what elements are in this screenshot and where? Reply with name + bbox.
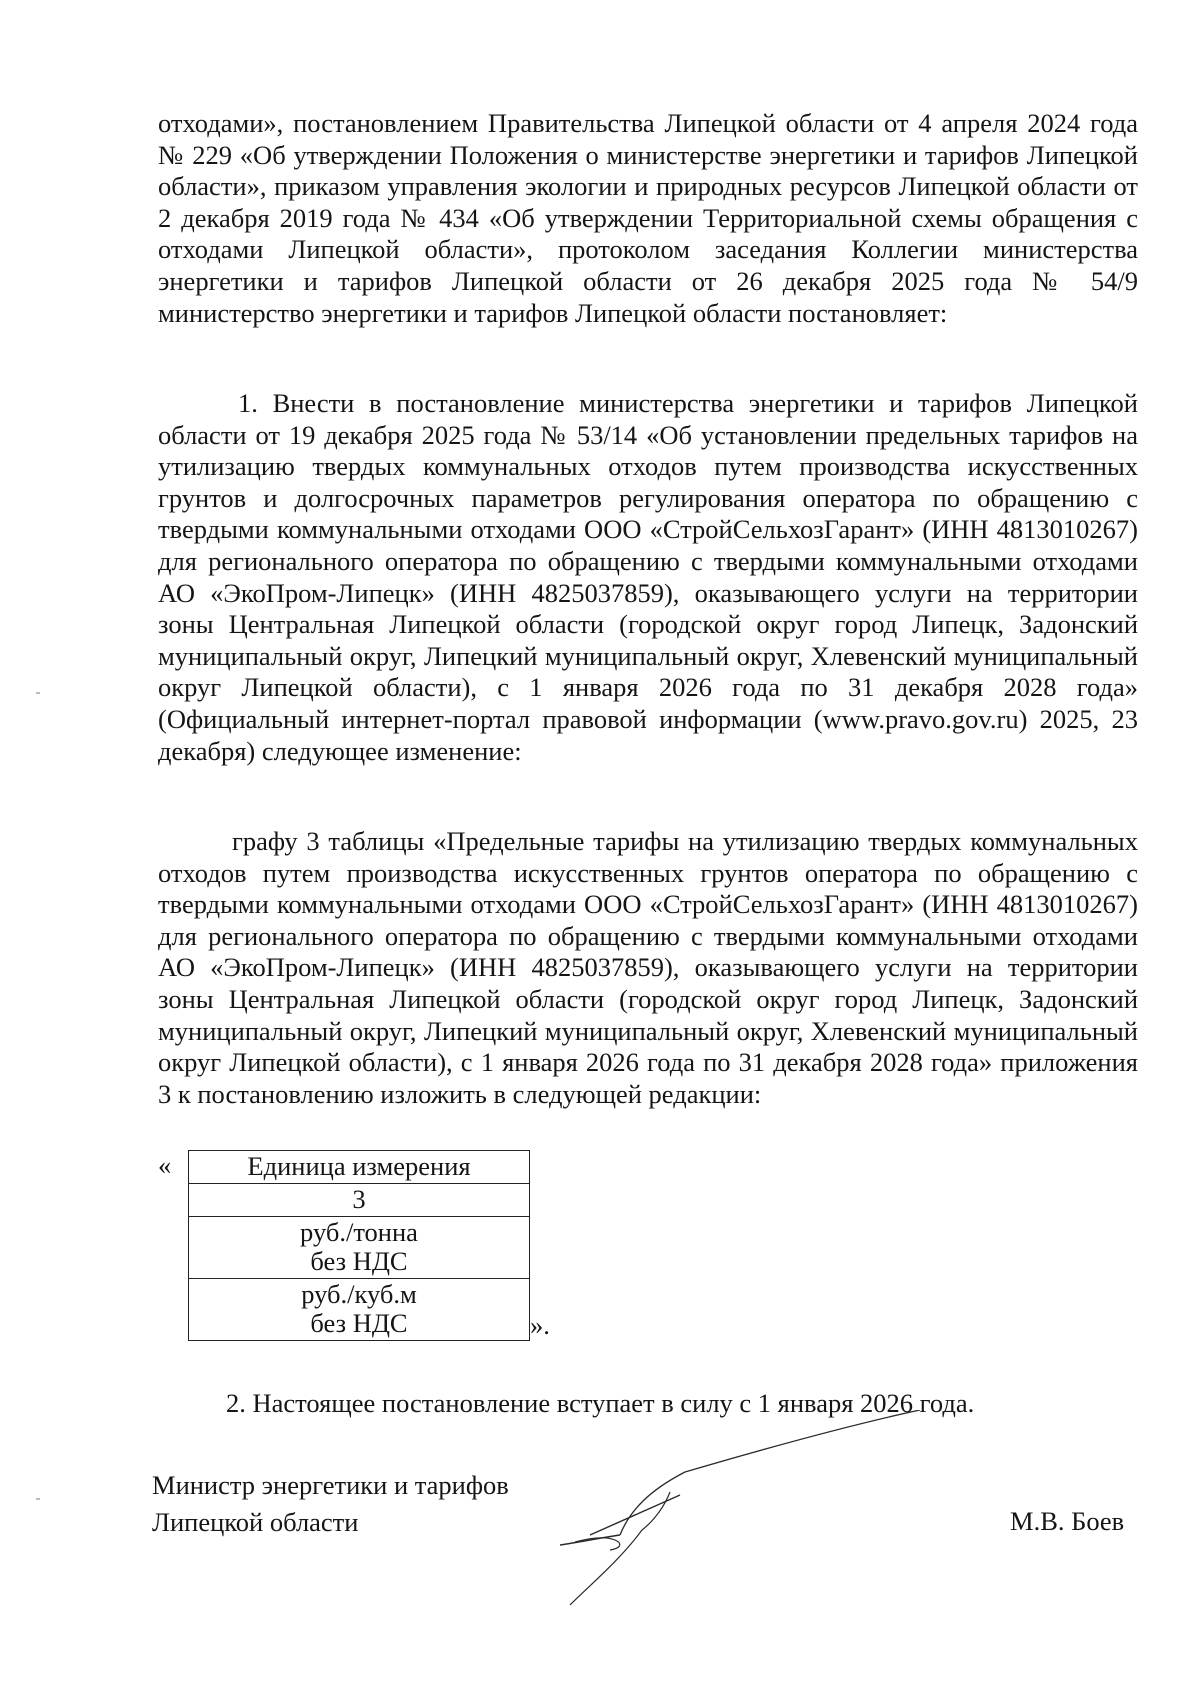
table-row	[189, 1279, 530, 1341]
unit-line: руб./куб.м	[301, 1279, 417, 1309]
quote-close-mark: ».	[530, 1310, 550, 1340]
table-header-cell: Единица измерения	[189, 1151, 530, 1184]
signatory-title-line: Липецкой области	[152, 1507, 359, 1537]
units-table	[188, 1150, 530, 1341]
unit-line: руб./тонна	[300, 1217, 418, 1247]
paragraph-effective-date: 2. Настоящее постановление вступает в силу с 1 января 2026 года.	[226, 1388, 975, 1418]
handwritten-signature	[560, 1410, 940, 1610]
signatory-title-line: Министр энергетики и тарифов	[152, 1470, 509, 1500]
unit-line: без НДС	[310, 1246, 408, 1276]
paragraph-table-column: графу 3 таблицы «Предельные тарифы на утилизацию твердых коммунальных отходов путем производства искусственных грунтов оператора по обращению с твердыми коммунальными отходами ООО «СтройСельхозГарант» (ИНН 4813010267) для регионального оператора по обращению с твердыми коммунальными отходами АО «ЭкоПром-Липецк» (ИНН 4825037859), оказывающего услуги на территории зоны Центральная Липецкой области (городской округ город Липецк, Задонский муниципальный округ, Липецкий муниципальный округ, Хлевенский муниципальный округ Липецкой области), с 1 января 2026 года по 31 декабря 2028 года» приложения 3 к постановлению изложить в следующей редакции:	[158, 826, 1138, 1109]
table-unit-cell-tonne	[189, 1217, 530, 1279]
signatory-title	[152, 1467, 509, 1541]
table-column-number-cell: 3	[189, 1184, 530, 1217]
unit-line: без НДС	[310, 1308, 408, 1338]
scan-speck	[36, 692, 40, 694]
paragraph-legal-basis: отходами», постановлением Правительства Липецкой области от 4 апреля 2024 года № 229 «Об утверждении Положения о министерстве энергетики и тарифов Липецкой области», приказом управления экологии и природных ресурсов Липецкой области от 2 декабря 2019 года № 434 «Об утверждении Территориальной схемы обращения с отходами Липецкой области», протоколом заседания Коллегии министерства энергетики и тарифов Липецкой области от 26 декабря 2025 года № 54/9 министерство энергетики и тарифов Липецкой области постановляет:	[158, 108, 1138, 328]
scan-speck	[36, 1498, 40, 1500]
paragraph-amendment: 1. Внести в постановление министерства энергетики и тарифов Липецкой области от 19 декабря 2025 года № 53/14 «Об установлении предельных тарифов на утилизацию твердых коммунальных отходов путем производства искусственных грунтов и долгосрочных параметров регулирования оператора по обращению с твердыми коммунальными отходами ООО «СтройСельхозГарант» (ИНН 4813010267) для регионального оператора по обращению с твердыми коммунальными отходами АО «ЭкоПром-Липецк» (ИНН 4825037859), оказывающего услуги на территории зоны Центральная Липецкой области (городской округ город Липецк, Задонский муниципальный округ, Липецкий муниципальный округ, Хлевенский муниципальный округ Липецкой области), с 1 января 2026 года по 31 декабря 2028 года» (Официальный интернет-портал правовой информации (www.pravo.gov.ru) 2025, 23 декабря) следующее изменение:	[158, 388, 1138, 766]
table-unit-cell-cubic	[189, 1279, 530, 1341]
table-row	[189, 1151, 530, 1184]
quote-open-mark: «	[158, 1150, 172, 1180]
table-row	[189, 1184, 530, 1217]
table-row	[189, 1217, 530, 1279]
signatory-name: М.В. Боев	[1010, 1506, 1125, 1536]
